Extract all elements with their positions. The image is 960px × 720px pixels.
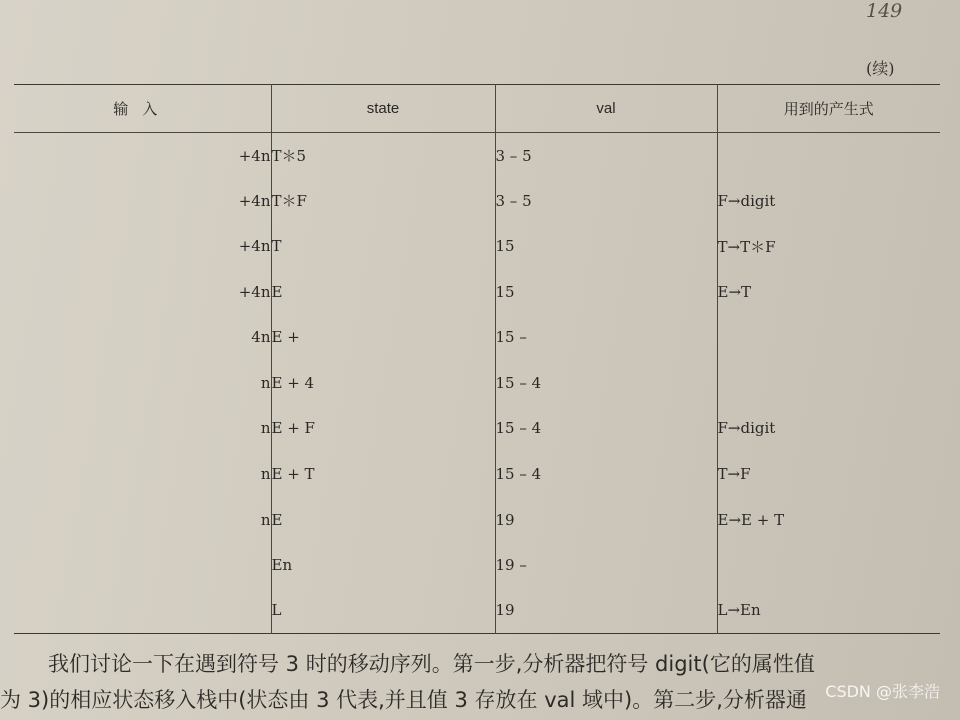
cell-production: T→T＊F xyxy=(717,237,776,256)
cell-production: L→En xyxy=(717,601,761,620)
cell-state: T＊F xyxy=(271,178,495,224)
table-row xyxy=(14,269,940,315)
cell-state: E + 4 xyxy=(271,360,495,406)
body-text-line-2: 为 3)的相应状态移入栈中(状态由 3 代表,并且值 3 存放在 val 域中)。第二步,分析器通 xyxy=(0,688,807,712)
header-production: 用到的产生式 xyxy=(717,85,940,133)
cell-production: T→F xyxy=(717,464,751,483)
header-val: val xyxy=(495,85,717,133)
cell-input xyxy=(14,542,271,588)
cell-state: E xyxy=(271,497,495,543)
cell-val: 15 xyxy=(495,224,717,270)
table-row xyxy=(14,133,940,179)
cell-val: 3 – 5 xyxy=(495,133,717,179)
cell-input: +4n xyxy=(14,178,271,224)
cell-production: E→E + T xyxy=(717,510,785,529)
table-row xyxy=(14,588,940,634)
cell-val: 15 – 4 xyxy=(495,360,717,406)
cell-input: +4n xyxy=(14,224,271,270)
body-text-line-1: 我们讨论一下在遇到符号 3 时的移动序列。第一步,分析器把符号 digit(它的属性值 xyxy=(48,652,815,676)
cell-val: 19 xyxy=(495,588,717,634)
cell-input: n xyxy=(14,360,271,406)
cell-production xyxy=(717,542,940,588)
cell-state: L xyxy=(271,588,495,634)
cell-input: +4n xyxy=(14,133,271,179)
header-state: state xyxy=(271,85,495,133)
cell-val: 15 – 4 xyxy=(495,451,717,497)
parse-stack-table xyxy=(14,84,940,634)
cell-state: T xyxy=(271,224,495,270)
cell-input: 4n xyxy=(14,315,271,361)
table-row xyxy=(14,406,940,452)
cell-production xyxy=(717,133,940,179)
cell-state: E xyxy=(271,269,495,315)
table-row xyxy=(14,224,940,270)
cell-state: E + xyxy=(271,315,495,361)
cell-val: 15 xyxy=(495,269,717,315)
watermark: CSDN @张李浩 xyxy=(825,682,940,701)
parse-stack-table-wrap xyxy=(14,84,940,634)
table-row xyxy=(14,497,940,543)
table-row xyxy=(14,360,940,406)
cell-val: 19 xyxy=(495,497,717,543)
table-row xyxy=(14,451,940,497)
cell-val: 3 – 5 xyxy=(495,178,717,224)
header-input: 输入 xyxy=(14,85,271,133)
continued-mark: (续) xyxy=(866,59,895,78)
cell-state: E + F xyxy=(271,406,495,452)
table-row xyxy=(14,315,940,361)
cell-input: n xyxy=(14,406,271,452)
cell-input: n xyxy=(14,497,271,543)
table-body xyxy=(14,133,940,634)
cell-production xyxy=(717,315,940,361)
cell-state: T＊5 xyxy=(271,133,495,179)
cell-state: En xyxy=(271,542,495,588)
cell-input xyxy=(14,588,271,634)
cell-production: E→T xyxy=(717,282,752,301)
table-row xyxy=(14,542,940,588)
cell-production: F→digit xyxy=(717,191,776,210)
cell-input: n xyxy=(14,451,271,497)
page-number: 149 xyxy=(866,0,903,22)
cell-val: 19 – xyxy=(495,542,717,588)
cell-val: 15 – xyxy=(495,315,717,361)
cell-production: F→digit xyxy=(717,419,776,438)
cell-state: E + T xyxy=(271,451,495,497)
cell-production xyxy=(717,360,940,406)
table-header-row xyxy=(14,85,940,133)
cell-input: +4n xyxy=(14,269,271,315)
table-row xyxy=(14,178,940,224)
cell-val: 15 – 4 xyxy=(495,406,717,452)
